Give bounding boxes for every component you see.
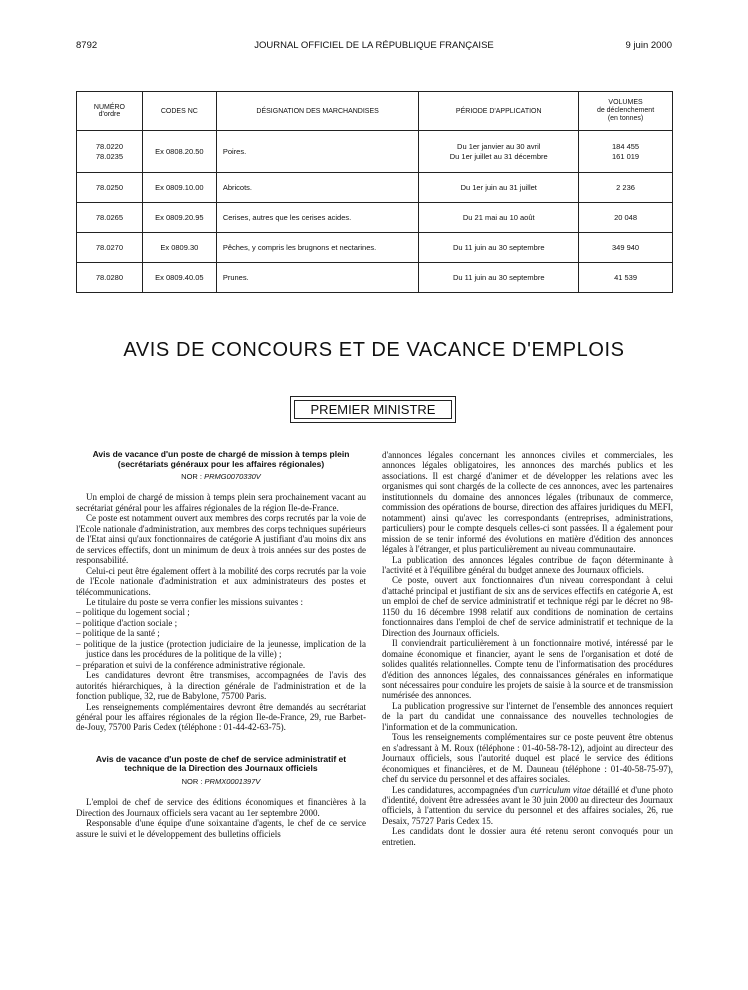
paragraph: Les renseignements complémentaires devront être demandés au secrétariat général pour les affaires régionales de la région Ile-de-France, 29, rue Barbet-de-Jouy, 75700 Paris Cedex (téléphone : 01-44-42-63-75). bbox=[76, 701, 366, 733]
table-row bbox=[77, 263, 673, 293]
cell-periode: Du 21 mai au 10 août bbox=[419, 203, 579, 233]
table-row bbox=[77, 233, 673, 263]
cell-periode: Du 1er janvier au 30 avril Du 1er juillet au 31 décembre bbox=[419, 131, 579, 173]
cell-code: Ex 0809.20.95 bbox=[142, 203, 216, 233]
list-item: – politique de la santé ; bbox=[76, 628, 160, 639]
col-header-numero: NUMÉRO d'ordre bbox=[77, 92, 143, 131]
tariff-table bbox=[76, 91, 673, 293]
table-row bbox=[77, 131, 673, 173]
cell-designation: Abricots. bbox=[216, 173, 419, 203]
cell-numero: 78.0280 bbox=[77, 263, 143, 293]
cell-periode: Du 11 juin au 30 septembre bbox=[419, 233, 579, 263]
cell-designation: Poires. bbox=[216, 131, 419, 173]
table-row bbox=[77, 203, 673, 233]
left-column bbox=[76, 450, 366, 839]
paragraph: L'emploi de chef de service des éditions économiques et financières à la Direction des Journaux officiels sera vacant au 1er septembre 2000. bbox=[76, 797, 366, 818]
paragraph: Il conviendrait particulièrement à un fonctionnaire motivé, intéressé par le domaine économique et financier, ayant le sens de l'organisation et doté de solides qualités relationnelles. Compte tenu de l'informatisation des procédures d'édition des annonces légales, des connaissances générales en informatique sont nécessaires pour conduire les projets de saisie à la source et de transmission numérisée des annonces. bbox=[382, 638, 673, 701]
section-title: AVIS DE CONCOURS ET DE VACANCE D'EMPLOIS bbox=[123, 339, 625, 361]
paragraph: Un emploi de chargé de mission à temps plein sera prochainement vacant au secrétariat général pour les affaires régionales de la région Ile-de-France. bbox=[76, 492, 366, 513]
cell-volume: 20 048 bbox=[579, 203, 673, 233]
cell-volume: 184 455 161 019 bbox=[579, 131, 673, 173]
table-header-row bbox=[77, 92, 673, 131]
paragraph: Les candidatures, accompagnées d'un curriculum vitae détaillé et d'une photo d'identité, doivent être adressées avant le 30 juin 2000 au directeur des Journaux officiels, à l'attention du service du personnel et des affaires sociales, 26, rue Desaix, 75727 Paris Cedex 15. bbox=[382, 784, 673, 826]
paragraph: Tous les renseignements complémentaires sur ce poste peuvent être obtenus en s'adressant à M. Roux (téléphone : 01-40-58-78-12), adjoint au directeur des Journaux officiels, sous l'autorité duquel est placé le service des éditions économiques et financières, et de M. Dauneau (téléphone : 01-40-58-75-97), chef du service du personnel et des affaires sociales. bbox=[382, 732, 673, 785]
page-header bbox=[76, 40, 672, 54]
paragraph: Ce poste, ouvert aux fonctionnaires d'un niveau correspondant à celui d'attaché principal et justifiant de six ans de services effectifs en catégorie A, est un emploi de chef de service administratif et technique régi par le décret no 98-1150 du 16 décembre 1998 relatif aux conditions de nomination de certains fonctionnaires dans l'emploi de chef de service administratif et technique de la Direction des Journaux officiels. bbox=[382, 575, 673, 638]
paragraph: Le titulaire du poste se verra confier les missions suivantes : bbox=[86, 596, 303, 607]
col-header-periode: PÉRIODE D'APPLICATION bbox=[419, 92, 579, 131]
cell-periode: Du 11 juin au 30 septembre bbox=[419, 263, 579, 293]
notice-2-nor: NOR : PRMX0001397V bbox=[181, 776, 261, 786]
col-header-designation: DÉSIGNATION DES MARCHANDISES bbox=[216, 92, 419, 131]
paragraph: Les candidatures devront être transmises, accompagnées de l'avis des autorités hiérarchiques, à la direction générale de l'administration et de la fonction publique, 32, rue de Babylone, 75700 Paris. bbox=[76, 670, 366, 702]
cell-designation: Pêches, y compris les brugnons et nectarines. bbox=[216, 233, 419, 263]
col-header-volumes: VOLUMES de déclenchement (en tonnes) bbox=[579, 92, 673, 131]
cell-code: Ex 0809.30 bbox=[142, 233, 216, 263]
ministry-label: PREMIER MINISTRE bbox=[294, 400, 452, 419]
notice-1-nor: NOR : PRMG0070330V bbox=[181, 472, 261, 481]
list-item: – préparation et suivi de la conférence administrative régionale. bbox=[76, 659, 306, 670]
paragraph: Ce poste est notamment ouvert aux membres des corps recrutés par la voie de l'Ecole nationale d'administration, aux membres des corps techniques supérieurs de l'Etat ainsi qu'aux fonctionnaires de catégorie A justifiant d'au moins dix ans de services effectifs, dont un minimum de deux à trois années sur des postes de responsabilité. bbox=[76, 513, 366, 566]
paragraph: Celui-ci peut être également offert à la mobilité des corps recrutés par la voie de l'Ecole nationale d'administration et aux administrateurs des postes et télécommunications. bbox=[76, 565, 366, 597]
paragraph: d'annonces légales concernant les annonces civiles et commerciales, les annonces légales obligatoires, les annonces des marchés publics et les associations. Il est chargé d'animer et de développer les relations avec les organismes qui sont chargés de la collecte de ces annonces, avec les partenaires institutionnels du domaine des annonces légales (tribunaux de commerce, commission des opérations de bourse, direction des affaires juridiques du MEFI, notamment) ainsi qu'avec les correspondants (entreprises, administrations, particuliers) pour le compte desquels celles-ci sont passées. Il a également pour mission de se tenir informé des évolutions en matière d'édition des annonces légales à l'étranger, et plus particulièrement au niveau communautaire. bbox=[382, 450, 673, 555]
paragraph: La publication progressive sur l'internet de l'ensemble des annonces requiert de la part du candidat une connaissance des nouvelles technologies de l'information et de la communication. bbox=[382, 700, 673, 732]
paragraph: La publication des annonces légales contribue de façon déterminante à l'activité et à l'équilibre général du budget annexe des Journaux officiels. bbox=[382, 554, 673, 575]
cell-numero: 78.0270 bbox=[77, 233, 143, 263]
notice-2-title: Avis de vacance d'un poste de chef de service administratif et technique de la Direction des Journaux officiels bbox=[95, 753, 347, 774]
cell-designation: Prunes. bbox=[216, 263, 419, 293]
paragraph: Responsable d'une équipe d'une soixantaine d'agents, le chef de ce service assure le suivi et le développement des bulletins officiels bbox=[76, 818, 366, 839]
cell-code: Ex 0809.40.05 bbox=[142, 263, 216, 293]
ministry-box bbox=[290, 396, 456, 423]
cell-code: Ex 0809.10.00 bbox=[142, 173, 216, 203]
right-column bbox=[382, 450, 673, 847]
cell-volume: 2 236 bbox=[579, 173, 673, 203]
list-item: – politique de la justice (protection judiciaire de la jeunesse, implication de la justice dans les procédures de la politique de la ville) ; bbox=[76, 638, 366, 660]
cell-numero: 78.0250 bbox=[77, 173, 143, 203]
cell-numero: 78.0265 bbox=[77, 203, 143, 233]
journal-title: JOURNAL OFFICIEL DE LA RÉPUBLIQUE FRANÇAISE bbox=[254, 40, 494, 51]
cell-numero: 78.0220 78.0235 bbox=[77, 131, 143, 173]
notice-1-title: Avis de vacance d'un poste de chargé de mission à temps plein (secrétariats généraux pour les affaires régionales) bbox=[92, 449, 350, 469]
cell-periode: Du 1er juin au 31 juillet bbox=[419, 173, 579, 203]
paragraph: Les candidats dont le dossier aura été retenu seront convoqués pour un entretien. bbox=[382, 826, 673, 847]
page-number: 8792 bbox=[76, 40, 98, 51]
cell-code: Ex 0808.20.50 bbox=[142, 131, 216, 173]
cell-volume: 41 539 bbox=[579, 263, 673, 293]
table-row bbox=[77, 173, 673, 203]
list-item: – politique du logement social ; bbox=[76, 607, 190, 618]
list-item: – politique d'action sociale ; bbox=[76, 617, 178, 628]
issue-date: 9 juin 2000 bbox=[625, 40, 672, 51]
cell-volume: 349 940 bbox=[579, 233, 673, 263]
col-header-codes: CODES NC bbox=[142, 92, 216, 131]
cell-designation: Cerises, autres que les cerises acides. bbox=[216, 203, 419, 233]
